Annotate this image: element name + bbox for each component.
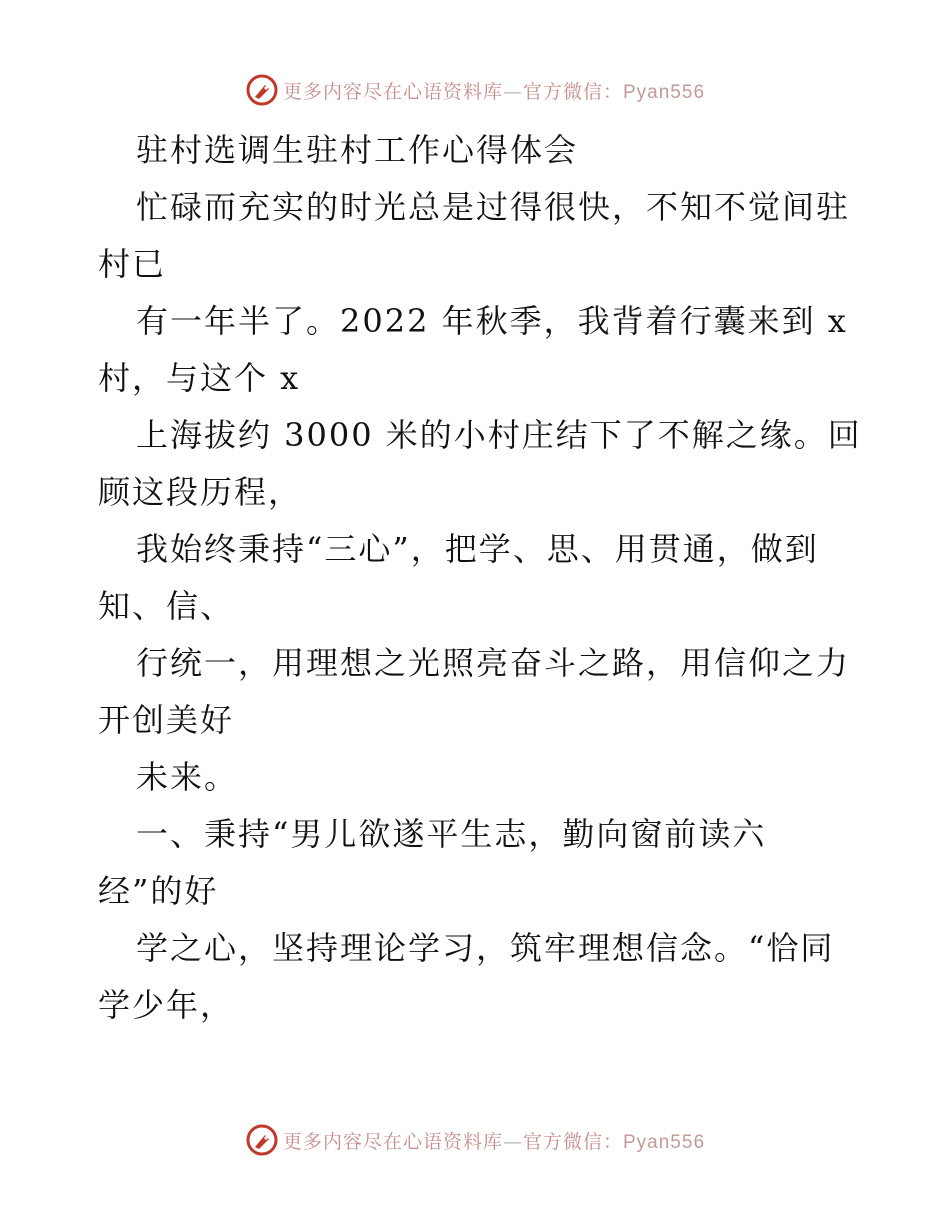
banner-site-name: 更多内容尽在心语资料库 (282, 80, 503, 103)
document-line: 忙碌而充实的时光总是过得很快，不知不觉间驻 (136, 188, 851, 226)
document-line: 学之心，坚持理论学习，筑牢理想信念。“恰同 (136, 929, 835, 967)
document-line: 村已 (98, 245, 167, 283)
banner-contact-id: Pyan556 (623, 81, 706, 103)
document-line: 上海拔约 3000 米的小村庄结下了不解之缘。回 (136, 416, 862, 454)
pen-nib-logo-icon (245, 73, 279, 107)
banner-text (283, 77, 705, 104)
document-line: 顾这段历程， (98, 473, 303, 511)
banner-site-name: 更多内容尽在心语资料库 (282, 1130, 503, 1153)
document-line: 未来。 (136, 758, 239, 796)
document-line: 有一年半了。2022 年秋季，我背着行囊来到 x (136, 302, 848, 340)
document-line: 我始终秉持“三心”，把学、思、用贯通，做到 (136, 530, 819, 568)
footer-banner (0, 1120, 950, 1160)
document-line: 行统一，用理想之光照亮奋斗之路，用信仰之力 (136, 644, 851, 682)
document-line: 村，与这个 x (98, 359, 301, 397)
banner-contact-label: 官方微信： (522, 1130, 623, 1153)
document-line: 知、信、 (98, 587, 235, 625)
banner-separator: — (502, 1130, 523, 1153)
banner-separator: — (502, 80, 523, 103)
header-banner (0, 70, 950, 110)
banner-contact-id: Pyan556 (623, 1131, 706, 1153)
banner-text (283, 1127, 705, 1154)
pen-nib-logo-icon (245, 1123, 279, 1157)
document-line: 驻村选调生驻村工作心得体会 (136, 131, 579, 169)
document-line: 经”的好 (98, 872, 219, 910)
document-line: 开创美好 (98, 701, 235, 739)
document-line: 一、秉持“男儿欲遂平生志，勤向窗前读六 (136, 815, 767, 853)
document-body (98, 122, 862, 1034)
banner-contact-label: 官方微信： (522, 80, 623, 103)
document-line: 学少年， (98, 986, 235, 1024)
